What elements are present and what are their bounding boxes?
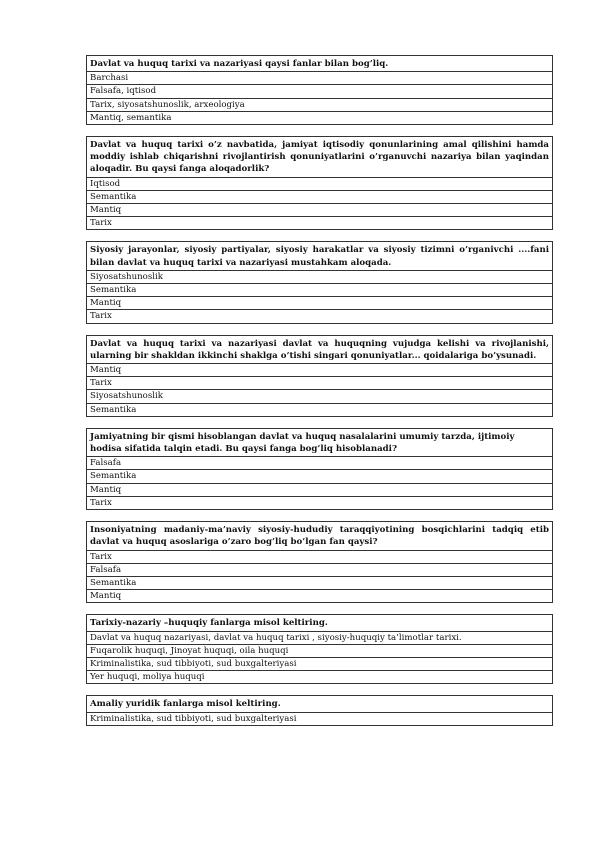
answer-option: Tarix, siyosatshunoslik, arxeologiya bbox=[87, 98, 553, 111]
question-block-5 bbox=[86, 428, 553, 510]
answer-option: Semantika bbox=[87, 576, 553, 589]
answer-option: Siyosatshunoslik bbox=[87, 390, 553, 403]
question-text: Siyosiy jarayonlar, siyosiy partiyalar, siyosiy harakatlar va siyosiy tizimni o’rganivchi ....fani bilan davlat va huquq tarixi va nazariyasi mustahkam aloqada. bbox=[87, 242, 553, 270]
question-block-7 bbox=[86, 614, 553, 684]
answer-option: Tarix bbox=[87, 310, 553, 323]
answer-option: Tarix bbox=[87, 217, 553, 230]
answer-option: Barchasi bbox=[87, 72, 553, 85]
question-block-1 bbox=[86, 55, 553, 125]
answer-option: Siyosatshunoslik bbox=[87, 270, 553, 283]
question-text: Davlat va huquq tarixi va nazariyasi qaysi fanlar bilan bog’liq. bbox=[87, 56, 553, 72]
answer-option: Mantiq bbox=[87, 590, 553, 603]
answer-option: Semantika bbox=[87, 190, 553, 203]
answer-option: Kriminalistika, sud tibbiyoti, sud buxgalteriyasi bbox=[87, 657, 553, 670]
answer-option: Fuqarolik huquqi, Jinoyat huquqi, oila huquqi bbox=[87, 644, 553, 657]
question-block-6 bbox=[86, 521, 553, 603]
question-text: Davlat va huquq tarixi va nazariyasi davlat va huquqning vujudga kelishi va rivojlanishi, ularning bir shakldan ikkinchi shaklga o’tishi singari qonuniyatlar... qoidalariga bo’ysunadi. bbox=[87, 335, 553, 363]
answer-option: Kriminalistika, sud tibbiyoti, sud buxgalteriyasi bbox=[87, 712, 553, 725]
document-page bbox=[86, 55, 553, 737]
answer-option: Semantika bbox=[87, 284, 553, 297]
question-text: Amaliy yuridik fanlarga misol keltiring. bbox=[87, 696, 553, 712]
question-text: Insoniyatning madaniy-ma’naviy siyosiy-hududiy taraqqiyotining bosqichlarini tadqiq etib davlat va huquq asoslariga o’zaro bog’liq bo’lgan fan qaysi? bbox=[87, 522, 553, 550]
answer-option: Tarix bbox=[87, 377, 553, 390]
question-block-8 bbox=[86, 695, 553, 725]
question-block-3 bbox=[86, 241, 553, 323]
answer-option: Tarix bbox=[87, 550, 553, 563]
answer-option: Iqtisod bbox=[87, 177, 553, 190]
question-block-4 bbox=[86, 335, 553, 417]
question-block-2 bbox=[86, 136, 553, 230]
answer-option: Falsafa bbox=[87, 457, 553, 470]
answer-option: Davlat va huquq nazariyasi, davlat va huquq tarixi , siyosiy-huquqiy ta’limotlar tarixi. bbox=[87, 631, 553, 644]
answer-option: Tarix bbox=[87, 496, 553, 509]
answer-option: Falsafa, iqtisod bbox=[87, 85, 553, 98]
question-text: Jamiyatning bir qismi hisoblangan davlat va huquq nasalalarini umumiy tarzda, ijtimoiy hodisa sifatida talqin etadi. Bu qaysi fanga bog’liq hisoblanadi? bbox=[87, 428, 553, 456]
answer-option: Semantika bbox=[87, 403, 553, 416]
answer-option: Yer huquqi, moliya huquqi bbox=[87, 671, 553, 684]
answer-option: Mantiq, semantika bbox=[87, 111, 553, 124]
answer-option: Mantiq bbox=[87, 204, 553, 217]
answer-option: Semantika bbox=[87, 470, 553, 483]
question-text: Tarixiy-nazariy –huquqiy fanlarga misol keltiring. bbox=[87, 615, 553, 631]
answer-option: Falsafa bbox=[87, 563, 553, 576]
answer-option: Mantiq bbox=[87, 297, 553, 310]
answer-option: Mantiq bbox=[87, 483, 553, 496]
answer-option: Mantiq bbox=[87, 364, 553, 377]
question-text: Davlat va huquq tarixi o’z navbatida, jamiyat iqtisodiy qonunlarining amal qilishini hamda moddiy ishlab chiqarishni rivojlantirish qonuniyatlarini o’rganuvchi nazariya bilan yaqindan aloqadir. Bu qaysi fanga aloqadorlik? bbox=[87, 137, 553, 178]
